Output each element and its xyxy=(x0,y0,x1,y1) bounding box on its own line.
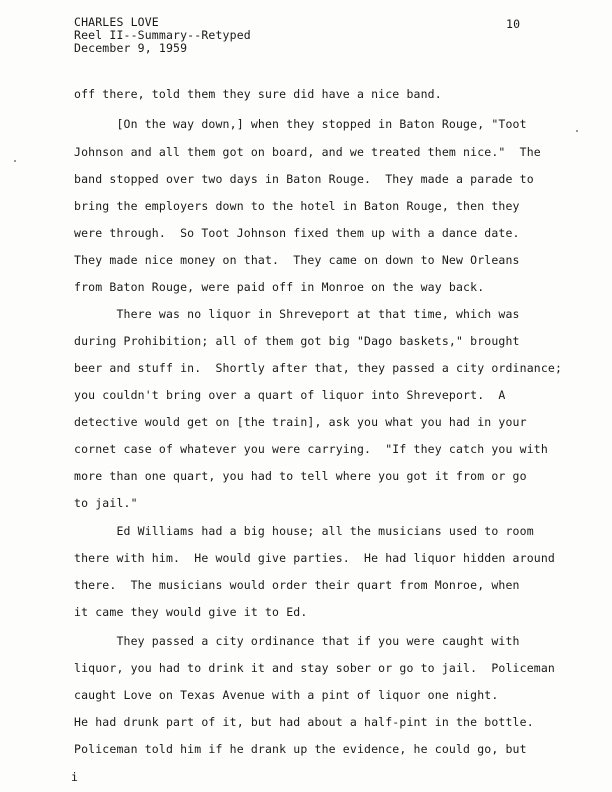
body-line: liquor, you had to drink it and stay sober or go to jail. Policeman xyxy=(74,661,556,675)
body-line: more than one quart, you had to tell where you got it from or go xyxy=(74,469,527,483)
body-line: They passed a city ordinance that if you were caught with xyxy=(74,634,520,648)
body-line: He had drunk part of it, but had about a half-pint in the bottle. xyxy=(74,715,534,729)
body-line: bring the employers down to the hotel in Baton Rouge, then they xyxy=(74,199,520,213)
header-reel: Reel II--Summary--Retyped xyxy=(74,28,251,42)
body-line: beer and stuff in. Shortly after that, they passed a city ordinance; xyxy=(74,361,563,375)
body-line: Johnson and all them got on board, and we treated them nice." The xyxy=(74,145,541,159)
body-line: Policeman told him if he drank up the evidence, he could go, but xyxy=(74,742,527,756)
body-line: cornet case of whatever you were carrying. "If they catch you with xyxy=(74,442,548,456)
body-line: you couldn't bring over a quart of liquor into Shreveport. A xyxy=(74,388,506,402)
body-line: They made nice money on that. They came on down to New Orleans xyxy=(74,253,520,267)
body-line: were through. So Toot Johnson fixed them up with a dance date. xyxy=(74,226,520,240)
body-line: during Prohibition; all of them got big "Dago baskets," brought xyxy=(74,334,520,348)
header-interviewee: CHARLES LOVE xyxy=(74,15,159,29)
body-line: off there, told them they sure did have a nice band. xyxy=(74,87,442,101)
document-header xyxy=(74,16,251,55)
body-line: there. The musicians would order their quart from Monroe, when xyxy=(74,578,520,592)
header-date: December 9, 1959 xyxy=(74,41,188,55)
body-line: caught Love on Texas Avenue with a pint of liquor one night. xyxy=(74,688,499,702)
body-line: [On the way down,] when they stopped in Baton Rouge, "Toot xyxy=(74,117,527,131)
scan-speck xyxy=(576,130,578,132)
body-line: There was no liquor in Shreveport at that time, which was xyxy=(74,307,520,321)
footer-mark: i xyxy=(71,770,79,784)
body-line: Ed Williams had a big house; all the musicians used to room xyxy=(74,524,534,538)
page-number: 10 xyxy=(506,17,521,31)
body-line: detective would get on [the train], ask you what you had in your xyxy=(74,415,527,429)
body-line: there with him. He would give parties. He had liquor hidden around xyxy=(74,551,556,565)
body-line: it came they would give it to Ed. xyxy=(74,605,308,619)
body-line: from Baton Rouge, were paid off in Monroe on the way back. xyxy=(74,280,485,294)
body-line: to jail." xyxy=(74,496,138,510)
body-line: band stopped over two days in Baton Rouge. They made a parade to xyxy=(74,172,534,186)
scan-speck xyxy=(14,160,16,162)
